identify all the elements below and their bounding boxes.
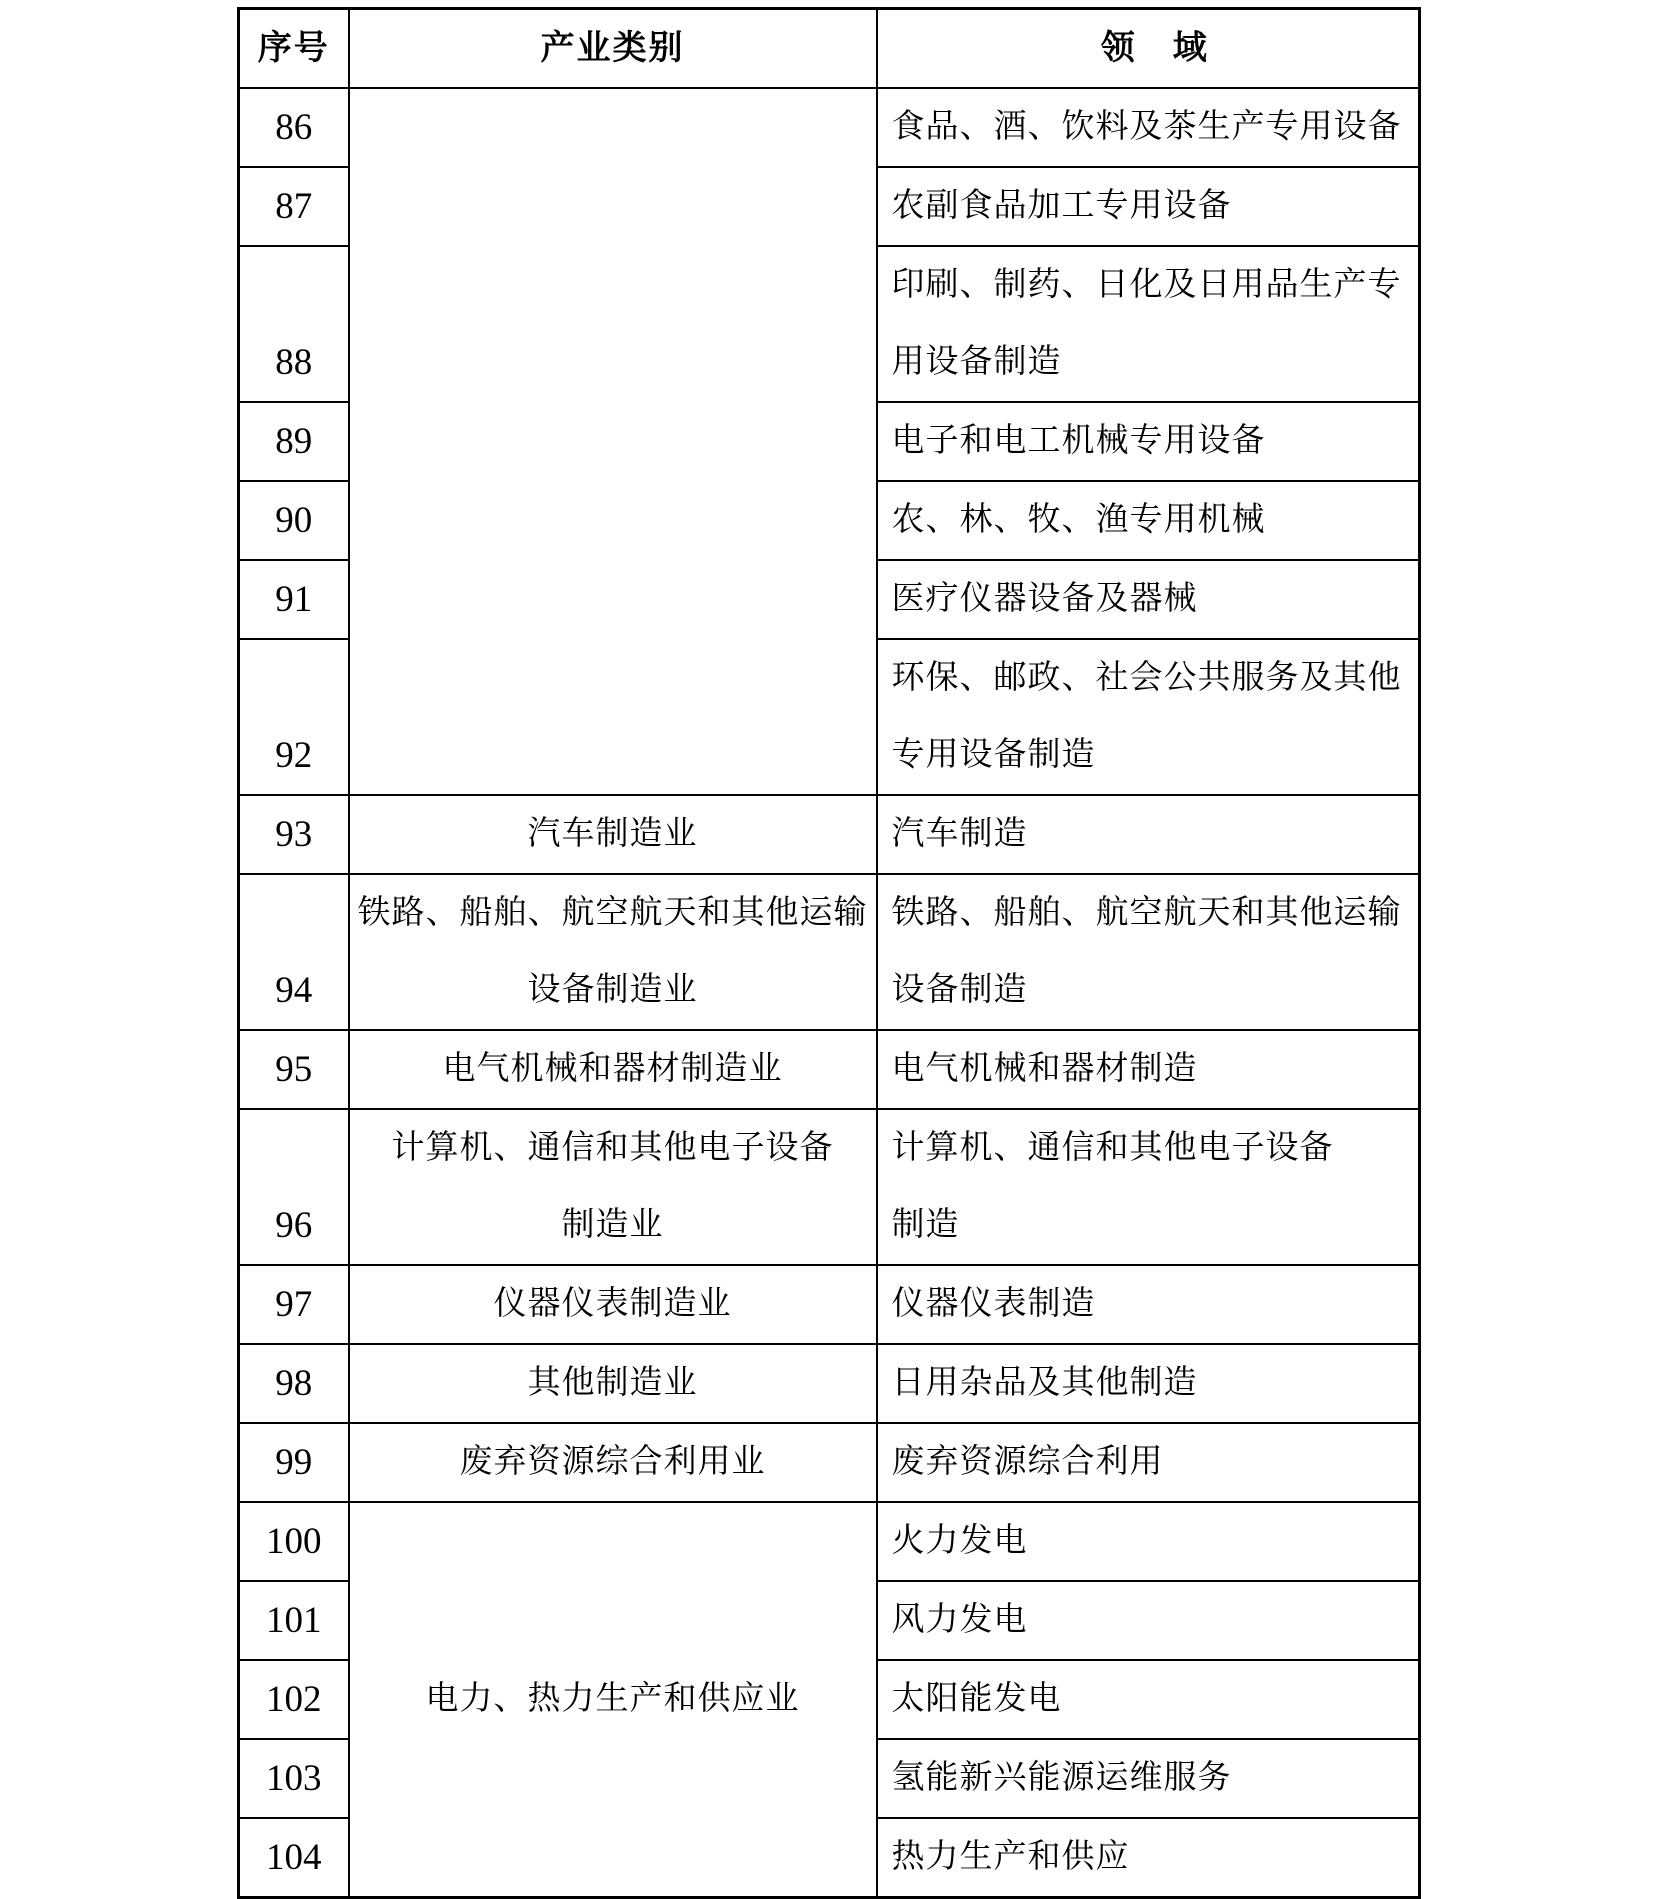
serial-cell: 91 <box>239 560 349 639</box>
table-header-row <box>239 9 1420 89</box>
serial-cell: 99 <box>239 1423 349 1502</box>
serial-cell: 102 <box>239 1660 349 1739</box>
table-row <box>239 795 1420 874</box>
field-cell: 农、林、牧、渔专用机械 <box>877 481 1420 560</box>
field-cell: 环保、邮政、社会公共服务及其他 专用设备制造 <box>877 639 1420 795</box>
field-cell: 热力生产和供应 <box>877 1818 1420 1898</box>
serial-cell: 98 <box>239 1344 349 1423</box>
serial-cell: 97 <box>239 1265 349 1344</box>
serial-cell: 104 <box>239 1818 349 1898</box>
serial-cell: 96 <box>239 1109 349 1265</box>
header-serial-label: 序号 <box>257 30 330 67</box>
field-cell: 风力发电 <box>877 1581 1420 1660</box>
category-cell: 计算机、通信和其他电子设备 制造业 <box>349 1109 877 1265</box>
serial-cell: 100 <box>239 1502 349 1581</box>
serial-cell: 93 <box>239 795 349 874</box>
field-cell: 太阳能发电 <box>877 1660 1420 1739</box>
field-cell: 日用杂品及其他制造 <box>877 1344 1420 1423</box>
field-cell: 废弃资源综合利用 <box>877 1423 1420 1502</box>
table-row <box>239 1423 1420 1502</box>
header-serial <box>239 9 349 89</box>
field-cell: 铁路、船舶、航空航天和其他运输 设备制造 <box>877 874 1420 1030</box>
field-cell: 仪器仪表制造 <box>877 1265 1420 1344</box>
field-cell: 农副食品加工专用设备 <box>877 167 1420 246</box>
serial-cell: 95 <box>239 1030 349 1109</box>
category-cell: 仪器仪表制造业 <box>349 1265 877 1344</box>
table-row <box>239 1265 1420 1344</box>
serial-cell: 101 <box>239 1581 349 1660</box>
serial-cell: 86 <box>239 88 349 167</box>
serial-cell: 90 <box>239 481 349 560</box>
category-cell-empty <box>349 88 877 795</box>
header-category <box>349 9 877 89</box>
serial-cell: 89 <box>239 402 349 481</box>
table-row <box>239 1502 1420 1581</box>
table-row <box>239 1030 1420 1109</box>
category-cell: 电气机械和器材制造业 <box>349 1030 877 1109</box>
serial-cell: 103 <box>239 1739 349 1818</box>
field-cell: 电气机械和器材制造 <box>877 1030 1420 1109</box>
field-cell: 火力发电 <box>877 1502 1420 1581</box>
table-row <box>239 1344 1420 1423</box>
table-row <box>239 874 1420 1030</box>
category-cell: 汽车制造业 <box>349 795 877 874</box>
field-cell: 氢能新兴能源运维服务 <box>877 1739 1420 1818</box>
serial-cell: 88 <box>239 246 349 402</box>
serial-cell: 92 <box>239 639 349 795</box>
serial-cell: 94 <box>239 874 349 1030</box>
category-cell-merged: 电力、热力生产和供应业 <box>349 1502 877 1898</box>
table-row <box>239 1109 1420 1265</box>
header-field <box>877 9 1420 89</box>
field-cell: 印刷、制药、日化及日用品生产专 用设备制造 <box>877 246 1420 402</box>
table-row <box>239 88 1420 167</box>
field-cell: 食品、酒、饮料及茶生产专用设备 <box>877 88 1420 167</box>
category-cell: 其他制造业 <box>349 1344 877 1423</box>
field-cell: 电子和电工机械专用设备 <box>877 402 1420 481</box>
header-category-label: 产业类别 <box>540 30 685 67</box>
field-cell: 计算机、通信和其他电子设备 制造 <box>877 1109 1420 1265</box>
header-field-label: 领 域 <box>1100 30 1209 67</box>
category-cell: 铁路、船舶、航空航天和其他运输 设备制造业 <box>349 874 877 1030</box>
field-cell: 医疗仪器设备及器械 <box>877 560 1420 639</box>
category-cell: 废弃资源综合利用业 <box>349 1423 877 1502</box>
serial-cell: 87 <box>239 167 349 246</box>
industry-table <box>237 7 1421 1899</box>
field-cell: 汽车制造 <box>877 795 1420 874</box>
